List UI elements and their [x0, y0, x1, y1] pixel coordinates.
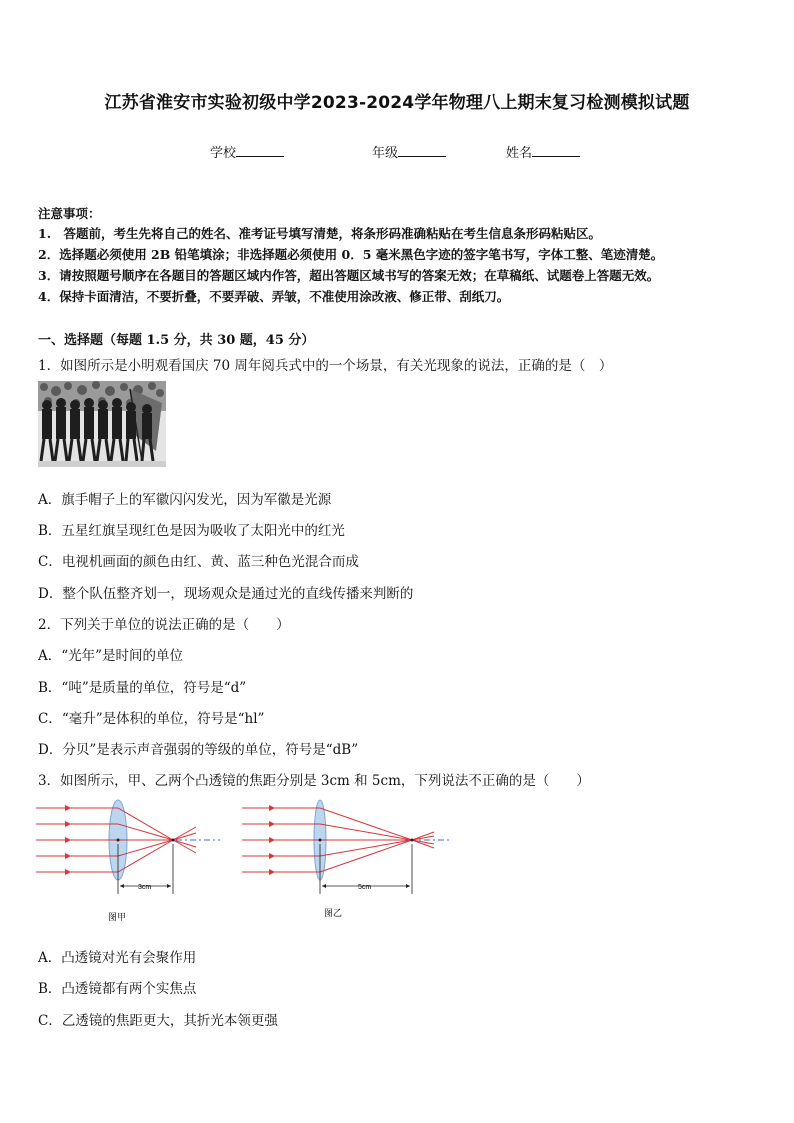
question-1-option-b[interactable]: B．五星红旗呈现红色是因为吸收了太阳光中的红光 — [38, 523, 345, 539]
school-blank[interactable] — [236, 144, 284, 157]
left-caption: 图甲 — [108, 912, 127, 922]
notice-item: 3．请按照题号顺序在各题目的答题区域内作答，超出答题区域书写的答案无效；在草稿纸、试题卷上答题无效。 — [38, 268, 660, 283]
question-2-option-d[interactable]: D．分贝”是表示声音强弱的等级的单位，符号是“dB” — [38, 742, 359, 758]
question-2-stem: 2．下列关于单位的说法正确的是（ ） — [38, 617, 290, 633]
question-2-option-a[interactable]: A．“光年”是时间的单位 — [38, 648, 184, 664]
question-1-option-a[interactable]: A．旗手帽子上的军徽闪闪发光，因为军徽是光源 — [38, 492, 332, 508]
name-blank[interactable] — [532, 144, 580, 157]
question-1-option-c[interactable]: C．电视机画面的颜色由红、黄、蓝三种色光混合而成 — [38, 554, 359, 570]
grade-blank[interactable] — [398, 144, 446, 157]
grade-label: 年级 — [372, 146, 399, 161]
name-label: 姓名 — [506, 146, 533, 161]
question-1-option-d[interactable]: D．整个队伍整齐划一，现场观众是通过光的直线传播来判断的 — [38, 586, 414, 602]
question-3-option-a[interactable]: A．凸透镜对光有会聚作用 — [38, 950, 197, 966]
lens-diagram-right — [242, 798, 454, 924]
name-field — [506, 142, 580, 161]
question-2-option-c[interactable]: C．“毫升”是体积的单位，符号是“hl” — [38, 711, 265, 727]
right-distance-label: 5cm — [358, 884, 372, 891]
notice-item: 2．选择题必须使用 2B 铅笔填涂；非选择题必须使用 0．5 毫米黑色字迹的签字笔书写，字体工整、笔迹清楚。 — [38, 247, 664, 262]
notice-heading: 注意事项： — [38, 206, 101, 221]
section-title: 一、选择题（每题 1.5 分，共 30 题，45 分） — [38, 333, 315, 348]
question-3-option-b[interactable]: B．凸透镜都有两个实焦点 — [38, 981, 197, 997]
school-field — [210, 142, 284, 161]
notice-item: 1. 答题前，考生先将自己的姓名、准考证号填写清楚，将条形码准确粘贴在考生信息条形码粘贴区。 — [38, 226, 602, 241]
grade-field — [372, 142, 446, 161]
notice-item: 4．保持卡面清洁，不要折叠，不要弄破、弄皱，不准使用涂改液、修正带、刮纸刀。 — [38, 289, 510, 304]
right-caption: 图乙 — [324, 908, 343, 918]
question-2-option-b[interactable]: B．“吨”是质量的单位，符号是“d” — [38, 680, 247, 696]
question-3-stem: 3．如图所示，甲、乙两个凸透镜的焦距分别是 3cm 和 5cm，下列说法不正确的是（ ） — [38, 773, 590, 789]
left-distance-label: 3cm — [138, 884, 152, 891]
lens-diagram-left — [36, 798, 222, 926]
parade-photo — [38, 381, 166, 467]
question-3-option-c[interactable]: C．乙透镜的焦距更大，其折光本领更强 — [38, 1013, 278, 1029]
page-title: 江苏省淮安市实验初级中学2023-2024学年物理八上期末复习检测模拟试题 — [104, 93, 690, 113]
question-1-stem: 1．如图所示是小明观看国庆 70 周年阅兵式中的一个场景，有关光现象的说法，正确的是（ ） — [38, 358, 613, 374]
school-label: 学校 — [210, 146, 237, 161]
